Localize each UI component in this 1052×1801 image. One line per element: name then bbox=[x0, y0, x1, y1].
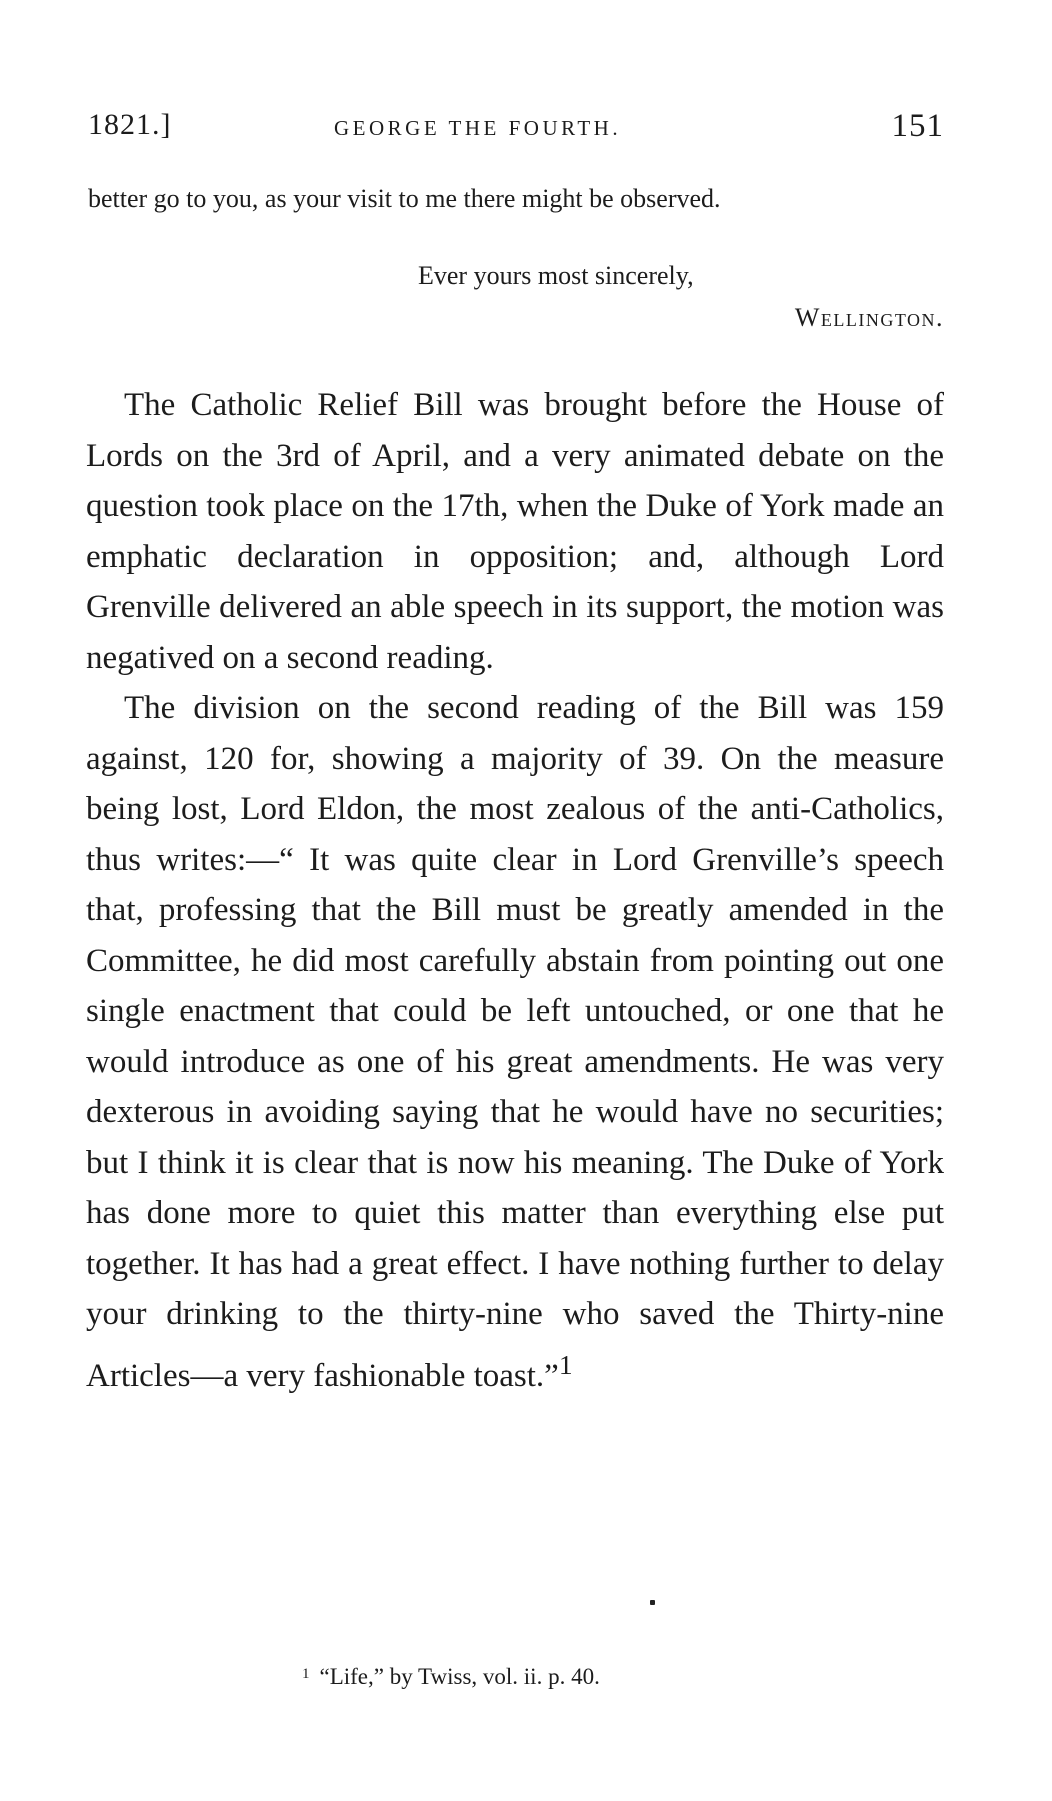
footnote-reference: 1 bbox=[558, 1348, 573, 1380]
paragraph-text: The division on the second reading of the Bill was 159 against, 120 for, showing a majority of 39. On the measure being lost, Lord Eldon, the most zealous of the anti-Catholics, thus writes:—“ It was quite clear in Lord Grenville’s speech that, professing that the Bill must be greatly amended in the Committee, he did most carefully abstain from pointing out one single enactment that could be left untouched, or one that he would introduce as one of his great amendments. He was very dexterous in avoiding saying that he would have no securities; but I think it is clear that is now his meaning. The Duke of York has done more to quiet this matter than everything else put together. It has had a great effect. I have nothing further to delay your drinking to the thirty-nine who saved the Thirty-nine Articles—a very fashionable toast.” bbox=[86, 690, 944, 1394]
running-header bbox=[88, 108, 944, 152]
paragraph-catholic-relief-bill: The Catholic Relief Bill was brought before the House of Lords on the 3rd of April, and a very animated debate on the question took place on the 17th, when the Duke of York made an emphatic declaration in opposition; and, although Lord Grenville delivered an able speech in its support, the motion was negatived on a second reading. bbox=[86, 387, 944, 676]
page-number: 151 bbox=[891, 108, 944, 144]
letter-closing: Ever yours most sincerely, bbox=[418, 261, 694, 290]
paragraph-division-eldon-quote bbox=[86, 683, 944, 1401]
footnote-marker: 1 bbox=[302, 1666, 310, 1682]
main-text bbox=[86, 380, 944, 1401]
letter-continuation: better go to you, as your visit to me there might be observed. bbox=[88, 184, 721, 213]
letter-signature: Wellington. bbox=[794, 303, 944, 332]
header-year: 1821.] bbox=[88, 108, 172, 141]
header-title: GEORGE THE FOURTH. bbox=[334, 116, 622, 140]
footnote-text: “Life,” by Twiss, vol. ii. p. 40. bbox=[319, 1664, 600, 1689]
ink-speck bbox=[650, 1600, 655, 1605]
footnote bbox=[302, 1664, 600, 1690]
